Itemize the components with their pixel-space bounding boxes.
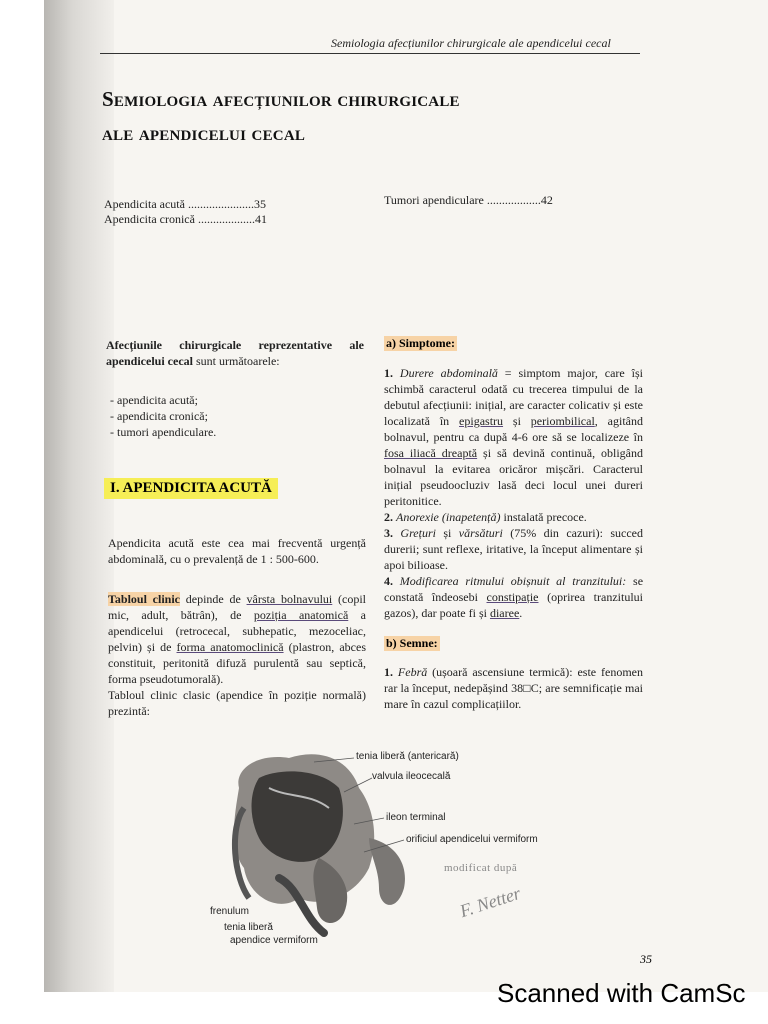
simptom-term: Anorexie (inapetență) <box>396 510 501 524</box>
text: . <box>519 606 523 620</box>
figure-credit: modificat după <box>444 862 518 874</box>
text: și <box>503 414 531 428</box>
toc-page: 35 <box>253 197 266 211</box>
list-item: - apendicita acută; <box>110 393 198 407</box>
num: 1. <box>384 665 398 679</box>
text: , agitând bolnavul, pentru ca după 4-6 ore să se localizeze în <box>384 414 643 444</box>
semne-heading: b) Semne: <box>386 636 438 650</box>
simptome-list <box>384 365 643 621</box>
simptom-3 <box>384 525 643 573</box>
num: 2. <box>384 510 396 524</box>
header-rule <box>100 53 640 54</box>
intro-rest: sunt următoarele: <box>193 354 280 368</box>
label-ileon-terminal: ileon terminal <box>386 812 446 823</box>
text: = simptom major, care își schimbă caracterul odată cu trecerea timpului de la debutul afecțiunii: inițial, are caracter colicativ și este localizată în <box>384 366 643 428</box>
page-number: 35 <box>640 952 652 966</box>
list-item: - apendicita cronică; <box>110 409 208 423</box>
toc-label: Apendicita cronică <box>104 212 195 226</box>
num: 3. <box>384 526 401 540</box>
netter-signature: F. Netter <box>457 882 524 922</box>
toc-dots: .................. <box>486 193 541 207</box>
simptom-term: Modificarea ritmului obișnuit al tranzitului: <box>399 574 627 588</box>
page-title <box>102 82 460 150</box>
intro-lead: Afecțiunile chirurgicale reprezentative ale apendicelui cecal <box>106 338 364 368</box>
toc-page: 42 <box>540 193 553 207</box>
intro-paragraph <box>106 337 364 369</box>
simptom-4 <box>384 573 643 621</box>
text: și <box>435 526 459 540</box>
running-header: Semiologia afecțiunilor chirurgicale ale apendicelui cecal <box>331 36 611 50</box>
underlined-text: epigastru <box>459 414 504 428</box>
intro-list <box>110 392 216 440</box>
label-valvula-ileocecala: valvula ileocecală <box>372 771 451 782</box>
figure-leader-lines <box>284 752 424 862</box>
toc-label: Apendicita acută <box>104 197 185 211</box>
text: (plastron, abces constituit, peritonită difuză purulentă sau septică, forma pseudotumorală). <box>108 640 367 686</box>
simptom-term: Durere abdominală <box>399 366 498 380</box>
text: se constată îndeosebi <box>384 574 644 604</box>
tablou-clinic-paragraph <box>108 591 366 719</box>
underlined-text: fosa iliacă dreaptă <box>384 446 478 460</box>
simptom-1 <box>384 365 643 509</box>
tablou-p2: Tabloul clinic clasic (apendice în poziție normală) prezintă: <box>108 688 366 718</box>
tablou-term: Tabloul clinic <box>108 592 180 606</box>
toc-dots: ...................... <box>187 197 254 211</box>
underlined-text: vârsta bolnavului <box>246 592 333 606</box>
toc-entry-apendicita-acuta[interactable] <box>104 197 266 212</box>
semn-term: Febră <box>397 665 428 679</box>
title-line-2: ale apendicelui cecal <box>102 121 306 145</box>
text: instalată precoce. <box>500 510 587 524</box>
text: (oprirea tranzitului gazos), dar poate fi și <box>384 590 643 620</box>
label-apendice-vermiform: apendice vermiform <box>230 935 318 946</box>
num: 4. <box>384 574 400 588</box>
underlined-text: forma anatomoclinică <box>176 640 284 654</box>
num: 1. <box>384 366 400 380</box>
scan-watermark: Scanned with CamSc <box>497 978 746 1008</box>
label-tenia-libera: tenia liberă <box>224 922 273 933</box>
label-frenulum: frenulum <box>210 906 249 917</box>
section-heading: I. APENDICITA ACUTĂ <box>104 478 278 499</box>
text: (75% din cazuri): succed durerii; sunt reflexe, iritative, la început alimentare și apoi bilioase. <box>384 526 643 572</box>
toc-label: Tumori apendiculare <box>384 193 484 207</box>
underlined-text: periombilical <box>530 414 595 428</box>
text: (copil mic, adult, bătrân), de <box>108 592 367 622</box>
apendicita-paragraph: Apendicita acută este cea mai frecventă urgență abdominală, cu o prevalență de 1 : 500-600. <box>108 536 366 566</box>
toc-dots: ................... <box>197 212 255 226</box>
simptom-2 <box>384 509 643 525</box>
text: a apendicelui (retrocecal, subhepatic, mezoceliac, pelvin) și de <box>108 608 367 654</box>
semn-1 <box>384 664 643 712</box>
simptom-term: Grețuri <box>400 526 436 540</box>
simptom-term: vărsături <box>458 526 503 540</box>
underlined-text: constipație <box>486 590 539 604</box>
toc-entry-apendicita-cronica[interactable] <box>104 212 267 227</box>
toc-page: 41 <box>254 212 267 226</box>
text: și să devină continuă, obligând bolnavul la evitarea oricăror mișcări. Caracterul inițial pseudoocluziv lasă deci locul unei dureri peritonitice. <box>384 446 644 508</box>
label-orificiul-apendicelui: orificiul apendicelui vermiform <box>406 834 538 845</box>
underlined-text: diaree <box>489 606 520 620</box>
scanned-page <box>44 0 768 992</box>
text: depinde de <box>180 592 247 606</box>
toc-entry-tumori-apendiculare[interactable] <box>384 193 553 208</box>
label-tenia-libera-antericara: tenia liberă (antericară) <box>356 751 459 762</box>
title-line-1: Semiologia afecțiunilor chirurgicale <box>102 87 460 111</box>
text: (ușoară ascensiune termică): este fenomen rar la început, nedepășind 38□C; are semnificație mai mare în cazul complicațiilor. <box>384 665 643 711</box>
list-item: - tumori apendiculare. <box>110 425 217 439</box>
simptome-heading: a) Simptome: <box>386 336 455 350</box>
underlined-text: poziția anatomică <box>253 608 349 622</box>
